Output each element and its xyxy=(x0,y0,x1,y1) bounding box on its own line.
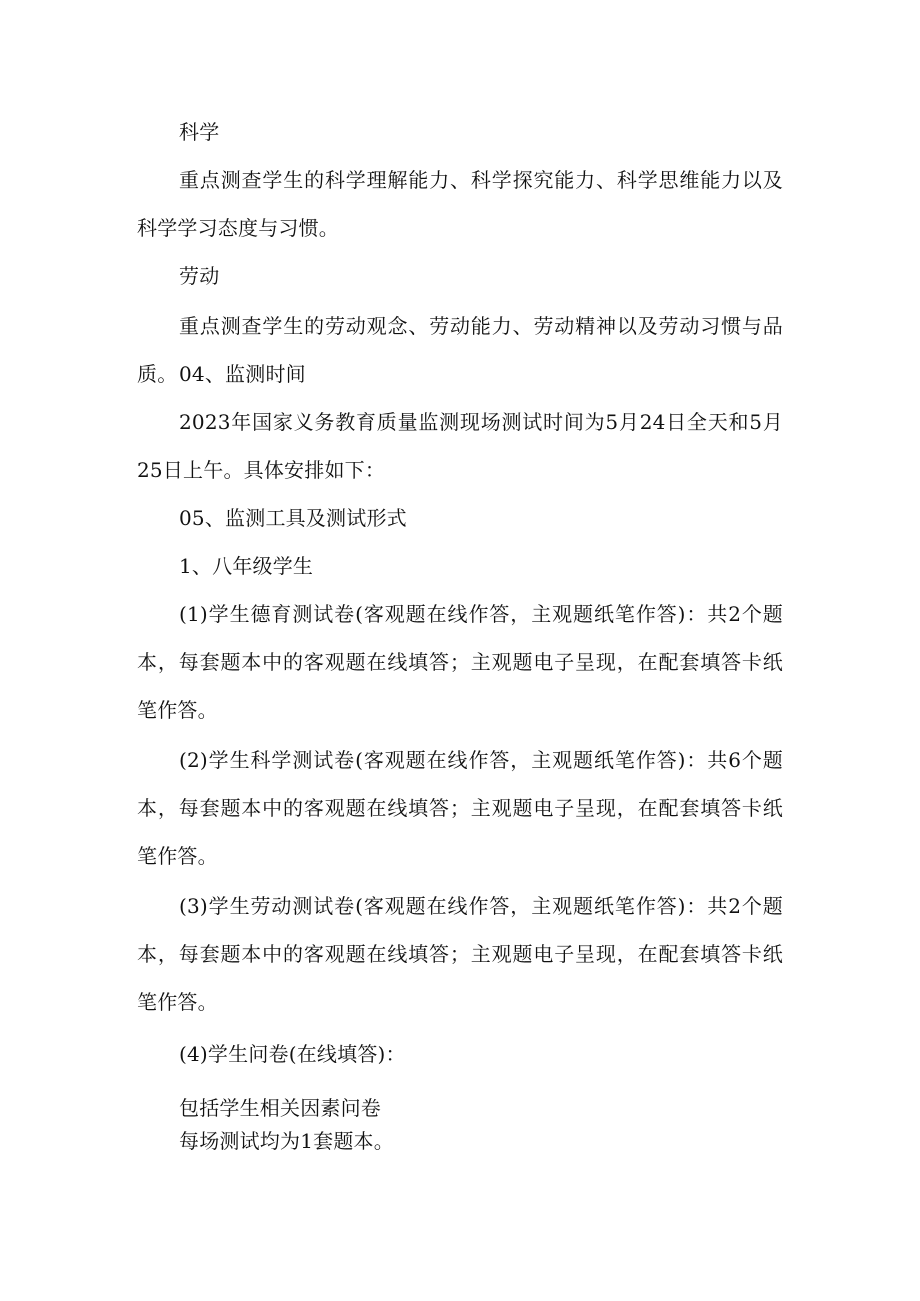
item-4: (4)学生问卷(在线填答)： xyxy=(179,1042,406,1066)
labor-heading: 劳动 xyxy=(179,264,220,288)
science-body: 重点测查学生的科学理解能力、科学探究能力、科学思维能力以及科学学习态度与习惯。 xyxy=(137,168,783,240)
grade8-heading: 1、八年级学生 xyxy=(179,554,314,578)
questionnaire-line: 包括学生相关因素问卷 xyxy=(179,1096,381,1120)
item-3: (3)学生劳动测试卷(客观题在线作答，主观题纸笔作答)：共2个题本，每套题本中的客观题在线填答；主观题电子呈现，在配套填答卡纸笔作答。 xyxy=(137,894,783,1014)
labor-body: 重点测查学生的劳动观念、劳动能力、劳动精神以及劳动习惯与品质。 xyxy=(137,314,783,386)
item-2: (2)学生科学测试卷(客观题在线作答，主观题纸笔作答)：共6个题本，每套题本中的客观题在线填答；主观题电子呈现，在配套填答卡纸笔作答。 xyxy=(137,748,783,868)
section-04-heading: 04、监测时间 xyxy=(179,362,306,386)
section-05-heading: 05、监测工具及测试形式 xyxy=(179,506,407,530)
science-heading: 科学 xyxy=(179,120,220,144)
schedule-body: 2023年国家义务教育质量监测现场测试时间为5月24日全天和5月25日上午。具体安排如下： xyxy=(137,410,783,482)
per-session-line: 每场测试均为1套题本。 xyxy=(179,1129,394,1153)
item-1: (1)学生德育测试卷(客观题在线作答，主观题纸笔作答)：共2个题本，每套题本中的客观题在线填答；主观题电子呈现，在配套填答卡纸笔作答。 xyxy=(137,602,783,722)
